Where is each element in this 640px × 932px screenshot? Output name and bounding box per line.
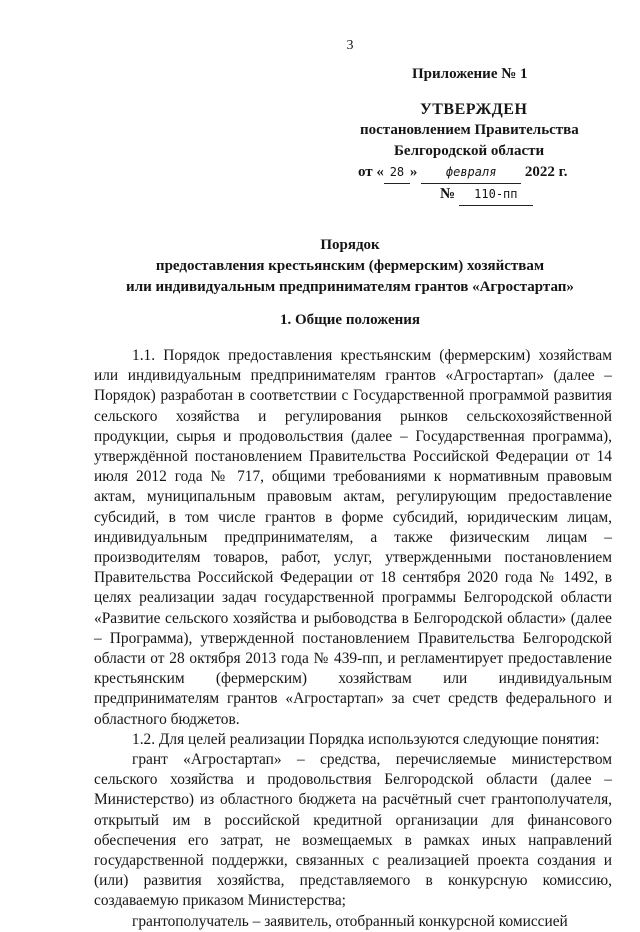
paragraph: грант «Агростартап» – средства, перечисляемые министерством сельского хозяйства и продовольствия Белгородской области (далее – Министерство) из областного бюджета на расчётный счет грантополучателя, открытый им в российской кредитной организации для финансового обеспечения его затрат, не возмещаемых в рамках иных направлений государственной поддержки, связанных с реализацией проекта создания и (или) развития хозяйства, представляемого в конкурсную комиссию, создаваемую приказом Министерства;: [94, 751, 612, 910]
body-text: [94, 346, 612, 932]
heading-line1: Порядок: [320, 237, 380, 253]
date-month: февраля: [421, 162, 521, 184]
approved-by-line1: постановлением Правительства: [360, 122, 579, 138]
approval-number: [440, 184, 600, 206]
number-prefix: №: [440, 186, 456, 202]
paragraph: 1.2. Для целей реализации Порядка используются следующие понятия:: [132, 730, 600, 748]
page-number: 3: [346, 38, 354, 53]
appendix-label: Приложение № 1: [412, 66, 528, 82]
date-year: 2022 г.: [524, 164, 568, 180]
heading-line3: или индивидуальным предпринимателям грантов «Агростартап»: [126, 279, 574, 295]
approved-by-line2: Белгородской области: [394, 143, 545, 159]
heading-line2: предоставления крестьянским (фермерским) хозяйствам: [155, 258, 545, 274]
paragraph: грантополучатель – заявитель, отобранный конкурсной комиссией: [132, 912, 568, 930]
date-day: 28: [384, 162, 410, 184]
date-prefix: от «: [358, 164, 384, 180]
number-value: 110-пп: [459, 184, 533, 206]
approval-block: [350, 64, 600, 206]
date-mid: »: [409, 164, 418, 180]
section-title: 1. Общие положения: [279, 312, 421, 328]
document-heading: [60, 235, 640, 298]
paragraph: 1.1. Порядок предоставления крестьянским (фермерским) хозяйствам или индивидуальным предпринимателям грантов «Агростартап» (далее – Порядок) разработан в соответствии с Государственной программой развития сельского хозяйства и регулирования рынков сельскохозяйственной продукции, сырья и продовольствия (далее – Государственная программа), утверждённой постановлением Правительства Российской Федерации от 14 июля 2012 года № 717, общими требованиями к нормативным правовым актам, муниципальным правовым актам, регулирующим предоставление субсидий, в том числе грантов в форме субсидий, юридическим лицам, индивидуальным предпринимателям, а также физическим лицам – производителям товаров, работ, услуг, утвержденными постановлением Правительства Российской Федерации от 18 сентября 2020 года № 1492, в целях реализации задач государственной программы Белгородской области «Развитие сельского хозяйства и рыбоводства в Белгородской области» (далее – Программа), утвержденной постановлением Правительства Белгородской области от 28 октября 2013 года № 439-пп, и регламентирует предоставление крестьянским (фермерским) хозяйствам или индивидуальным предпринимателям грантов «Агростартап» за счет средств федерального и областного бюджетов.: [94, 347, 612, 728]
approval-date: [358, 162, 600, 184]
approved-label: УТВЕРЖДЕН: [420, 101, 528, 118]
